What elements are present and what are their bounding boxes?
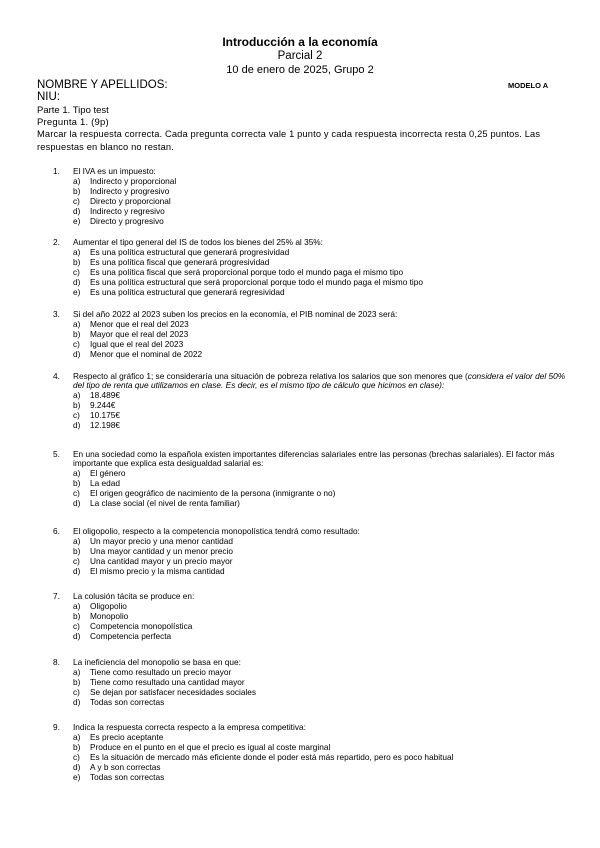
option-letter: a) bbox=[73, 732, 81, 742]
option-2e bbox=[0, 288, 600, 298]
option-letter: a) bbox=[73, 390, 81, 400]
option-text: Es una política estructural que generará progresividad bbox=[90, 247, 290, 257]
option-text: Es una política estructural que generará regresividad bbox=[90, 287, 285, 297]
question-text bbox=[73, 372, 567, 390]
question-8 bbox=[0, 658, 600, 708]
option-letter: b) bbox=[73, 677, 81, 687]
niu-label: NIU: bbox=[37, 91, 60, 103]
option-letter: a) bbox=[73, 468, 81, 478]
option-4d bbox=[0, 421, 600, 431]
option-text: Igual que el real del 2023 bbox=[90, 339, 184, 349]
option-text: 18.489€ bbox=[90, 390, 120, 400]
option-letter: b) bbox=[73, 546, 81, 556]
option-9e bbox=[0, 773, 600, 783]
option-letter: a) bbox=[73, 247, 81, 257]
option-text: 10.175€ bbox=[90, 410, 120, 420]
question-text: Aumentar el tipo general del IS de todos los bienes del 25% al 35%: bbox=[73, 237, 323, 247]
option-text: 9.244€ bbox=[90, 400, 116, 410]
option-letter: a) bbox=[73, 601, 81, 611]
option-text: Tiene como resultado una cantidad mayor bbox=[90, 677, 245, 687]
part-heading: Parte 1. Tipo test bbox=[37, 105, 109, 116]
option-text: Una cantidad mayor y un precio mayor bbox=[90, 556, 233, 566]
option-text: El mismo precio y la misma cantidad bbox=[90, 566, 225, 576]
option-letter: d) bbox=[73, 349, 81, 359]
question-7 bbox=[0, 592, 600, 642]
option-text: Directo y proporcional bbox=[90, 196, 171, 206]
option-text: El género bbox=[90, 468, 126, 478]
model-label: MODELO A bbox=[508, 81, 549, 90]
option-text: 12.198€ bbox=[90, 420, 120, 430]
option-text: Indirecto y proporcional bbox=[90, 176, 177, 186]
question-text-italic: considera el valor del 50% del tipo de renta que utilizamos en clase. Es decir, es el mismo tipo de cálculo que hicimos en clase): bbox=[73, 371, 566, 390]
option-5d bbox=[0, 499, 600, 509]
option-letter: c) bbox=[73, 752, 80, 762]
question-number: 2. bbox=[53, 237, 60, 247]
option-letter: b) bbox=[73, 478, 81, 488]
option-3d bbox=[0, 350, 600, 360]
question-text: Si del año 2022 al 2023 suben los precios en la economía, el PIB nominal de 2023 será: bbox=[73, 309, 398, 319]
option-text: Una mayor cantidad y un menor precio bbox=[90, 546, 233, 556]
instructions: Marcar la respuesta correcta. Cada pregunta correcta vale 1 punto y cada respuesta incorrecta resta 0,25 puntos. Las respuestas en blanco no restan. bbox=[37, 129, 541, 152]
option-letter: b) bbox=[73, 742, 81, 752]
option-letter: b) bbox=[73, 611, 81, 621]
exam-date-group: 10 de enero de 2025, Grupo 2 bbox=[226, 64, 374, 76]
option-text: Oligopolio bbox=[90, 601, 127, 611]
question-number: 8. bbox=[53, 657, 60, 667]
question-number: 9. bbox=[53, 722, 60, 732]
option-6d bbox=[0, 567, 600, 577]
name-label: NOMBRE Y APELLIDOS: bbox=[37, 79, 168, 91]
option-text: Menor que el nominal de 2022 bbox=[90, 349, 203, 359]
question-9 bbox=[0, 723, 600, 783]
question-text: El oligopolio, respecto a la competencia monopolística tendrá como resultado: bbox=[73, 526, 360, 536]
option-text: Produce en el punto en el que el precio es igual al coste marginal bbox=[90, 742, 331, 752]
question-number: 7. bbox=[53, 591, 60, 601]
option-text: Tiene como resultado un precio mayor bbox=[90, 667, 232, 677]
option-text: Indirecto y progresivo bbox=[90, 186, 170, 196]
option-text: Es una política fiscal que será proporcional porque todo el mundo paga el mismo tipo bbox=[90, 267, 404, 277]
option-letter: c) bbox=[73, 687, 80, 697]
question-4 bbox=[0, 372, 600, 431]
option-letter: b) bbox=[73, 400, 81, 410]
option-letter: d) bbox=[73, 697, 81, 707]
option-text: Directo y progresivo bbox=[90, 216, 164, 226]
question-text: La colusión tácita se produce en: bbox=[73, 591, 195, 601]
question-number: 4. bbox=[53, 371, 60, 381]
option-text: La clase social (el nivel de renta familiar) bbox=[90, 498, 240, 508]
option-8d bbox=[0, 698, 600, 708]
question-1 bbox=[0, 167, 600, 227]
option-letter: c) bbox=[73, 488, 80, 498]
option-text: Mayor que el real del 2023 bbox=[90, 329, 189, 339]
option-letter: e) bbox=[73, 287, 81, 297]
option-letter: b) bbox=[73, 329, 81, 339]
question-number: 1. bbox=[53, 166, 60, 176]
option-text: El origen geográfico de nacimiento de la persona (inmigrante o no) bbox=[90, 488, 336, 498]
option-letter: d) bbox=[73, 277, 81, 287]
question-2 bbox=[0, 238, 600, 298]
option-letter: c) bbox=[73, 410, 80, 420]
option-letter: a) bbox=[73, 536, 81, 546]
question-text: Indica la respuesta correcta respecto a la empresa competitiva: bbox=[73, 722, 306, 732]
option-letter: d) bbox=[73, 762, 81, 772]
option-letter: a) bbox=[73, 319, 81, 329]
option-text: Se dejan por satisfacer necesidades sociales bbox=[90, 687, 257, 697]
question-text: El IVA es un impuesto: bbox=[73, 166, 156, 176]
option-letter: c) bbox=[73, 339, 80, 349]
option-7d bbox=[0, 632, 600, 642]
question-group-heading: Pregunta 1. (9p) bbox=[37, 117, 109, 128]
question-number: 5. bbox=[53, 449, 60, 459]
option-text: La edad bbox=[90, 478, 120, 488]
option-text: Todas son correctas bbox=[90, 697, 165, 707]
option-text: Competencia perfecta bbox=[90, 631, 172, 641]
option-text: Es una política estructural que será proporcional porque todo el mundo paga el mismo tipo bbox=[90, 277, 423, 287]
question-6 bbox=[0, 527, 600, 577]
option-text: Menor que el real del 2023 bbox=[90, 319, 189, 329]
question-number: 3. bbox=[53, 309, 60, 319]
option-text: Todas son correctas bbox=[90, 772, 165, 782]
exam-title: Introducción a la economía bbox=[222, 35, 378, 49]
option-letter: e) bbox=[73, 772, 81, 782]
question-text: En una sociedad como la española existen importantes diferencias salariales entre las personas (brechas salariales). El factor más importante que explica esta desigualdad salarial es: bbox=[73, 449, 555, 468]
option-letter: d) bbox=[73, 631, 81, 641]
question-5 bbox=[0, 450, 600, 509]
option-letter: d) bbox=[73, 420, 81, 430]
option-letter: e) bbox=[73, 216, 81, 226]
option-text: Es la situación de mercado más eficiente donde el poder está más repartido, pero es poco habitual bbox=[90, 752, 454, 762]
option-1e bbox=[0, 217, 600, 227]
option-letter: d) bbox=[73, 498, 81, 508]
option-text: Monopolio bbox=[90, 611, 129, 621]
option-letter: a) bbox=[73, 667, 81, 677]
question-text: La ineficiencia del monopolio se basa en que: bbox=[73, 657, 241, 667]
option-text: Un mayor precio y una menor cantidad bbox=[90, 536, 233, 546]
exam-subtitle: Parcial 2 bbox=[277, 50, 323, 62]
option-text: A y b son correctas bbox=[90, 762, 161, 772]
question-3 bbox=[0, 310, 600, 360]
option-letter: d) bbox=[73, 206, 81, 216]
option-text: Es precio aceptante bbox=[90, 732, 164, 742]
option-letter: c) bbox=[73, 267, 80, 277]
option-text: Es una política fiscal que generará progresividad bbox=[90, 257, 270, 267]
option-letter: c) bbox=[73, 196, 80, 206]
option-text: Indirecto y regresivo bbox=[90, 206, 165, 216]
option-letter: a) bbox=[73, 176, 81, 186]
question-number: 6. bbox=[53, 526, 60, 536]
option-letter: c) bbox=[73, 621, 80, 631]
option-text: Competencia monopolística bbox=[90, 621, 193, 631]
option-letter: b) bbox=[73, 186, 81, 196]
option-letter: b) bbox=[73, 257, 81, 267]
option-letter: c) bbox=[73, 556, 80, 566]
option-letter: d) bbox=[73, 566, 81, 576]
question-text-normal: Respecto al gráfico 1; se consideraría una situación de pobreza relativa los salarios que son menores que ( bbox=[73, 371, 468, 381]
